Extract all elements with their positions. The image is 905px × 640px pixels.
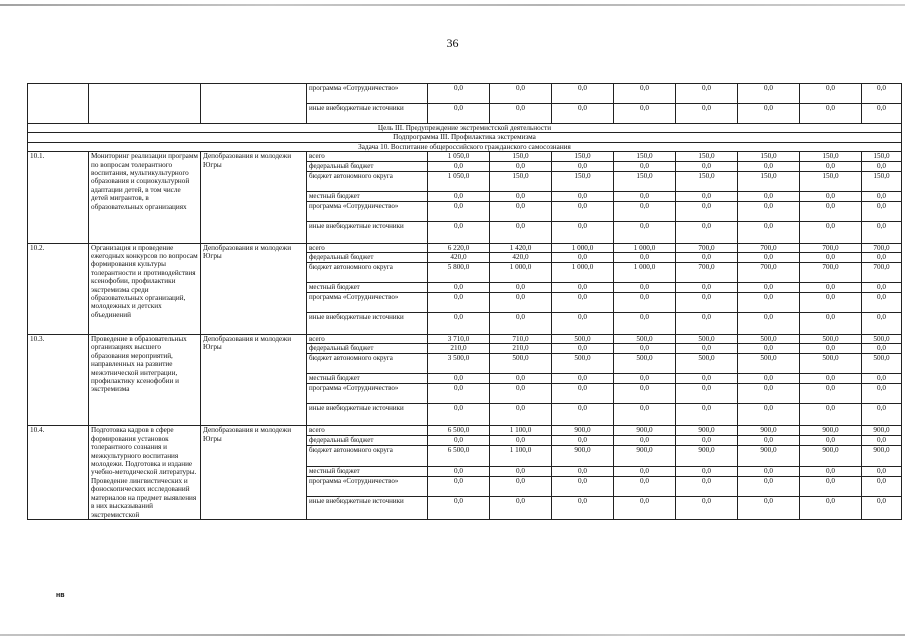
source-label: бюджет автономного округа [307, 263, 428, 283]
value-cell: 0,0 [676, 253, 738, 263]
value-cell: 0,0 [614, 221, 676, 243]
value-cell: 0,0 [552, 404, 614, 426]
value-cell: 900,0 [552, 446, 614, 466]
value-cell: 0,0 [862, 84, 902, 104]
activity-code: 10.3. [28, 335, 89, 426]
value-cell: 0,0 [800, 344, 862, 354]
value-cell: 0,0 [428, 384, 490, 404]
value-cell: 500,0 [552, 354, 614, 374]
value-cell: 0,0 [490, 497, 552, 520]
value-cell: 500,0 [490, 354, 552, 374]
value-cell: 0,0 [552, 344, 614, 354]
source-label: бюджет автономного округа [307, 354, 428, 374]
value-cell: 0,0 [614, 293, 676, 313]
value-cell: 0,0 [800, 374, 862, 384]
value-cell: 0,0 [552, 384, 614, 404]
activity-description: Организация и проведение ежегодных конкурсов по вопросам формирования культуры толерантности и противодействия ксенофобии, профилактики экстремизма среди образовательных организаций, молодежных и детских объединений [89, 243, 201, 334]
value-cell: 0,0 [800, 404, 862, 426]
value-cell: 0,0 [552, 221, 614, 243]
section-row [28, 124, 902, 133]
value-cell: 150,0 [552, 152, 614, 161]
table-row [28, 426, 902, 436]
value-cell: 0,0 [800, 104, 862, 124]
activity-description: Проведение в образовательных организациях высшего образования мероприятий, направленных на развитие межэтнической интеграции, профилактику ксенофобии и экстремизма [89, 335, 201, 426]
value-cell: 0,0 [800, 253, 862, 263]
value-cell: 0,0 [552, 253, 614, 263]
value-cell: 0,0 [552, 313, 614, 335]
value-cell: 0,0 [738, 283, 800, 293]
value-cell: 500,0 [738, 335, 800, 344]
value-cell: 0,0 [552, 293, 614, 313]
source-label: программа «Сотрудничество» [307, 384, 428, 404]
value-cell: 150,0 [862, 152, 902, 161]
value-cell: 0,0 [490, 476, 552, 496]
value-cell: 0,0 [552, 201, 614, 221]
value-cell: 710,0 [490, 335, 552, 344]
value-cell: 0,0 [862, 161, 902, 171]
value-cell: 0,0 [800, 436, 862, 446]
page-number: 36 [446, 36, 459, 50]
value-cell: 0,0 [800, 201, 862, 221]
value-cell: 900,0 [862, 426, 902, 436]
value-cell: 0,0 [862, 344, 902, 354]
value-cell: 0,0 [862, 253, 902, 263]
value-cell: 150,0 [490, 171, 552, 191]
section-row [28, 142, 902, 151]
value-cell: 0,0 [738, 104, 800, 124]
value-cell: 0,0 [552, 476, 614, 496]
value-cell: 150,0 [738, 171, 800, 191]
value-cell: 150,0 [614, 171, 676, 191]
activity-executor: Депобразования и молодежи Югры [201, 426, 307, 519]
value-cell: 0,0 [428, 313, 490, 335]
goal-header: Цель III. Предупреждение экстремистской деятельности [28, 124, 902, 133]
value-cell: 0,0 [862, 221, 902, 243]
value-cell: 900,0 [800, 446, 862, 466]
source-label: иные внебюджетные источники [307, 104, 428, 124]
source-label: федеральный бюджет [307, 344, 428, 354]
value-cell: 900,0 [614, 426, 676, 436]
activity-code: 10.1. [28, 152, 89, 243]
activity-code: 10.2. [28, 243, 89, 334]
value-cell: 0,0 [428, 374, 490, 384]
value-cell: 0,0 [862, 466, 902, 476]
value-cell: 0,0 [676, 201, 738, 221]
source-label: бюджет автономного округа [307, 446, 428, 466]
value-cell: 500,0 [676, 335, 738, 344]
value-cell: 0,0 [428, 84, 490, 104]
value-cell: 0,0 [800, 283, 862, 293]
value-cell: 0,0 [800, 161, 862, 171]
value-cell: 0,0 [862, 313, 902, 335]
source-label: иные внебюджетные источники [307, 313, 428, 335]
value-cell: 0,0 [738, 253, 800, 263]
source-label: программа «Сотрудничество» [307, 293, 428, 313]
value-cell: 1 420,0 [490, 243, 552, 252]
value-cell: 420,0 [428, 253, 490, 263]
value-cell: 0,0 [614, 384, 676, 404]
source-label: местный бюджет [307, 191, 428, 201]
section-row [28, 133, 902, 142]
value-cell: 150,0 [738, 152, 800, 161]
footer-mark: нв [56, 592, 65, 599]
value-cell: 0,0 [490, 161, 552, 171]
value-cell: 700,0 [738, 243, 800, 252]
value-cell: 0,0 [862, 191, 902, 201]
value-cell: 500,0 [676, 354, 738, 374]
value-cell: 0,0 [738, 497, 800, 520]
value-cell: 0,0 [738, 404, 800, 426]
value-cell: 0,0 [862, 404, 902, 426]
value-cell: 0,0 [490, 374, 552, 384]
value-cell: 0,0 [614, 404, 676, 426]
value-cell: 0,0 [428, 476, 490, 496]
value-cell: 0,0 [490, 84, 552, 104]
value-cell: 900,0 [862, 446, 902, 466]
value-cell: 700,0 [676, 243, 738, 252]
value-cell: 0,0 [800, 384, 862, 404]
value-cell: 500,0 [862, 354, 902, 374]
value-cell: 150,0 [552, 171, 614, 191]
source-label: федеральный бюджет [307, 253, 428, 263]
value-cell: 0,0 [490, 466, 552, 476]
value-cell: 0,0 [614, 84, 676, 104]
value-cell: 0,0 [738, 384, 800, 404]
table-row [28, 84, 902, 104]
value-cell: 0,0 [614, 191, 676, 201]
value-cell: 1 000,0 [614, 263, 676, 283]
source-label: местный бюджет [307, 374, 428, 384]
value-cell: 0,0 [738, 201, 800, 221]
value-cell: 6 500,0 [428, 446, 490, 466]
value-cell: 700,0 [800, 263, 862, 283]
value-cell: 0,0 [614, 283, 676, 293]
value-cell: 0,0 [676, 104, 738, 124]
value-cell: 0,0 [862, 293, 902, 313]
value-cell: 1 050,0 [428, 171, 490, 191]
value-cell: 0,0 [676, 313, 738, 335]
value-cell: 0,0 [614, 313, 676, 335]
value-cell: 700,0 [862, 243, 902, 252]
value-cell: 0,0 [738, 476, 800, 496]
value-cell: 150,0 [490, 152, 552, 161]
budget-table [27, 83, 902, 520]
source-label: федеральный бюджет [307, 161, 428, 171]
value-cell: 6 500,0 [428, 426, 490, 436]
value-cell: 700,0 [738, 263, 800, 283]
scan-edge-bottom [0, 634, 905, 636]
value-cell: 0,0 [490, 221, 552, 243]
value-cell: 1 000,0 [490, 263, 552, 283]
value-cell: 150,0 [862, 171, 902, 191]
value-cell: 0,0 [428, 201, 490, 221]
value-cell: 0,0 [676, 221, 738, 243]
value-cell: 0,0 [676, 191, 738, 201]
source-label: программа «Сотрудничество» [307, 201, 428, 221]
table-row [28, 152, 902, 161]
value-cell: 0,0 [862, 283, 902, 293]
value-cell: 500,0 [552, 335, 614, 344]
value-cell: 150,0 [676, 171, 738, 191]
value-cell: 210,0 [428, 344, 490, 354]
value-cell: 0,0 [676, 283, 738, 293]
source-label: местный бюджет [307, 466, 428, 476]
value-cell: 0,0 [676, 344, 738, 354]
value-cell: 0,0 [552, 104, 614, 124]
source-label: программа «Сотрудничество» [307, 84, 428, 104]
value-cell: 0,0 [614, 497, 676, 520]
activity-executor: Депобразования и молодежи Югры [201, 243, 307, 334]
source-label: федеральный бюджет [307, 436, 428, 446]
value-cell: 0,0 [800, 84, 862, 104]
value-cell: 0,0 [614, 476, 676, 496]
value-cell: 0,0 [738, 161, 800, 171]
value-cell: 900,0 [800, 426, 862, 436]
activity-code: 10.4. [28, 426, 89, 519]
value-cell: 0,0 [490, 104, 552, 124]
value-cell: 0,0 [428, 293, 490, 313]
value-cell: 0,0 [552, 283, 614, 293]
value-cell: 0,0 [428, 283, 490, 293]
value-cell: 0,0 [552, 436, 614, 446]
value-cell: 500,0 [862, 335, 902, 344]
value-cell: 0,0 [800, 476, 862, 496]
value-cell: 0,0 [614, 161, 676, 171]
value-cell: 0,0 [676, 161, 738, 171]
value-cell: 150,0 [614, 152, 676, 161]
value-cell: 0,0 [552, 466, 614, 476]
value-cell: 0,0 [738, 436, 800, 446]
value-cell: 1 000,0 [552, 243, 614, 252]
source-label: иные внебюджетные источники [307, 404, 428, 426]
source-label: бюджет автономного округа [307, 171, 428, 191]
value-cell: 0,0 [428, 104, 490, 124]
source-label: всего [307, 243, 428, 252]
value-cell: 500,0 [800, 335, 862, 344]
scan-edge-top [0, 4, 905, 6]
value-cell: 0,0 [428, 191, 490, 201]
value-cell: 0,0 [614, 253, 676, 263]
value-cell: 0,0 [552, 191, 614, 201]
value-cell: 0,0 [614, 466, 676, 476]
value-cell: 0,0 [862, 374, 902, 384]
value-cell: 0,0 [614, 374, 676, 384]
value-cell: 0,0 [800, 191, 862, 201]
value-cell: 500,0 [614, 354, 676, 374]
value-cell: 0,0 [428, 436, 490, 446]
value-cell: 900,0 [676, 446, 738, 466]
value-cell: 0,0 [862, 497, 902, 520]
source-label: всего [307, 335, 428, 344]
value-cell: 1 000,0 [552, 263, 614, 283]
value-cell: 0,0 [676, 293, 738, 313]
value-cell: 0,0 [614, 104, 676, 124]
value-cell: 0,0 [614, 436, 676, 446]
source-label: всего [307, 426, 428, 436]
row-code-empty [28, 84, 89, 124]
value-cell: 1 000,0 [614, 243, 676, 252]
value-cell: 150,0 [800, 171, 862, 191]
value-cell: 0,0 [800, 313, 862, 335]
value-cell: 500,0 [800, 354, 862, 374]
value-cell: 150,0 [800, 152, 862, 161]
value-cell: 0,0 [676, 384, 738, 404]
table-row [28, 335, 902, 344]
value-cell: 0,0 [490, 293, 552, 313]
source-label: местный бюджет [307, 283, 428, 293]
value-cell: 0,0 [676, 404, 738, 426]
value-cell: 0,0 [552, 374, 614, 384]
source-label: всего [307, 152, 428, 161]
value-cell: 0,0 [738, 374, 800, 384]
row-description-empty [89, 84, 201, 124]
table-row [28, 243, 902, 252]
subprogram-header: Подпрограмма III. Профилактика экстремизма [28, 133, 902, 142]
value-cell: 0,0 [738, 221, 800, 243]
row-executor-empty [201, 84, 307, 124]
value-cell: 0,0 [676, 374, 738, 384]
value-cell: 900,0 [676, 426, 738, 436]
source-label: иные внебюджетные источники [307, 221, 428, 243]
value-cell: 0,0 [738, 191, 800, 201]
value-cell: 900,0 [738, 446, 800, 466]
value-cell: 0,0 [490, 283, 552, 293]
value-cell: 900,0 [738, 426, 800, 436]
activity-executor: Депобразования и молодежи Югры [201, 152, 307, 243]
value-cell: 0,0 [862, 436, 902, 446]
value-cell: 1 100,0 [490, 426, 552, 436]
value-cell: 0,0 [490, 384, 552, 404]
value-cell: 0,0 [676, 84, 738, 104]
value-cell: 0,0 [428, 221, 490, 243]
value-cell: 500,0 [738, 354, 800, 374]
value-cell: 0,0 [800, 466, 862, 476]
value-cell: 0,0 [738, 84, 800, 104]
value-cell: 0,0 [862, 384, 902, 404]
value-cell: 0,0 [800, 221, 862, 243]
value-cell: 0,0 [428, 404, 490, 426]
value-cell: 0,0 [738, 313, 800, 335]
value-cell: 1 100,0 [490, 446, 552, 466]
value-cell: 0,0 [490, 404, 552, 426]
value-cell: 210,0 [490, 344, 552, 354]
value-cell: 500,0 [614, 335, 676, 344]
value-cell: 0,0 [676, 466, 738, 476]
value-cell: 700,0 [800, 243, 862, 252]
value-cell: 0,0 [490, 191, 552, 201]
value-cell: 0,0 [676, 476, 738, 496]
value-cell: 0,0 [676, 497, 738, 520]
value-cell: 0,0 [738, 344, 800, 354]
value-cell: 0,0 [738, 293, 800, 313]
value-cell: 0,0 [490, 313, 552, 335]
value-cell: 0,0 [800, 293, 862, 313]
value-cell: 0,0 [552, 84, 614, 104]
value-cell: 0,0 [552, 497, 614, 520]
source-label: иные внебюджетные источники [307, 497, 428, 520]
activity-executor: Депобразования и молодежи Югры [201, 335, 307, 426]
value-cell: 3 710,0 [428, 335, 490, 344]
value-cell: 6 220,0 [428, 243, 490, 252]
value-cell: 1 050,0 [428, 152, 490, 161]
value-cell: 0,0 [552, 161, 614, 171]
value-cell: 900,0 [614, 446, 676, 466]
task-header: Задача 10. Воспитание общероссийского гражданского самосознания [28, 142, 902, 151]
activity-description: Подготовка кадров в сфере формирования установок толерантного сознания и межкультурного воспитания молодежи. Подготовка и издание учебно-методической литературы. Проведение лингвистических и фоноскопических исследований материалов на предмет выявления в них высказываний экстремистской [89, 426, 201, 519]
value-cell: 0,0 [614, 344, 676, 354]
value-cell: 5 800,0 [428, 263, 490, 283]
value-cell: 0,0 [428, 466, 490, 476]
value-cell: 0,0 [738, 466, 800, 476]
value-cell: 0,0 [490, 436, 552, 446]
activity-description: Мониторинг реализации программ по вопросам толерантного воспитания, мультикультурного образования и социокультурной адаптации детей, в том числе детей мигрантов, в образовательных организациях [89, 152, 201, 243]
value-cell: 900,0 [552, 426, 614, 436]
source-label: программа «Сотрудничество» [307, 476, 428, 496]
value-cell: 0,0 [676, 436, 738, 446]
value-cell: 420,0 [490, 253, 552, 263]
value-cell: 0,0 [428, 161, 490, 171]
value-cell: 700,0 [862, 263, 902, 283]
value-cell: 150,0 [676, 152, 738, 161]
value-cell: 0,0 [428, 497, 490, 520]
value-cell: 700,0 [676, 263, 738, 283]
value-cell: 0,0 [614, 201, 676, 221]
value-cell: 3 500,0 [428, 354, 490, 374]
value-cell: 0,0 [862, 476, 902, 496]
value-cell: 0,0 [800, 497, 862, 520]
value-cell: 0,0 [862, 201, 902, 221]
value-cell: 0,0 [490, 201, 552, 221]
value-cell: 0,0 [862, 104, 902, 124]
